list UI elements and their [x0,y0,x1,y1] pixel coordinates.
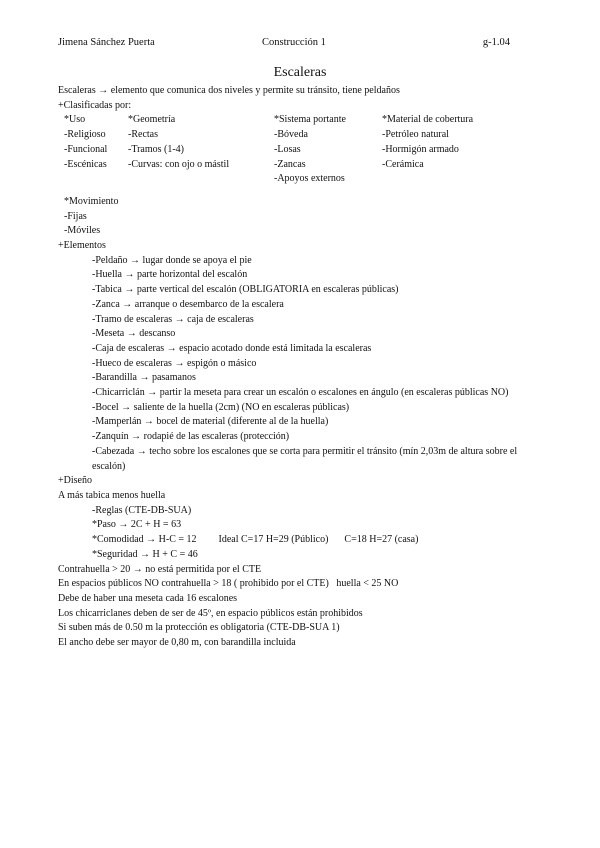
classification-cell: -Tramos (1-4) [128,143,185,155]
element-item: -Mamperlán → bocel de material (diferente al de la huella) [92,416,329,428]
classification-cell [64,172,128,187]
document-code: g-1.04 [482,37,510,48]
rule-comodidad-row [92,533,538,548]
category-material: *Material de cobertura [382,114,474,126]
design-rules [58,504,538,563]
classification-cell [128,172,274,187]
classification-row [64,143,502,158]
rule-comodidad: *Comodidad → H-C = 12 [92,534,197,546]
intro-text: Escaleras → elemento que comunica dos niveles y permite su tránsito, tiene peldaños [58,85,400,96]
element-item: -Tramo de escaleras → caja de escaleras [92,313,254,325]
classification-header-row [64,113,502,128]
rule-paso: *Paso → 2C + H = 63 [92,519,182,531]
element-item: -Hueco de escaleras → espigón o másico [92,357,257,369]
ideal-public: Ideal C=17 H=29 (Público) [218,534,329,546]
classification-cell: -Bóveda [274,129,308,141]
category-uso: *Uso [64,114,86,126]
classification-cell: -Cerámica [382,158,424,170]
classification-cell: -Apoyos externos [274,173,345,185]
document-body [58,84,538,651]
classified-heading: +Clasificadas por: [58,99,132,111]
author-name: Jimena Sánchez Puerta [58,37,155,48]
note-item: El ancho debe ser mayor de 0,80 m, con barandilla incluida [58,637,296,649]
movement-item: -Móviles [64,225,101,237]
element-item: -Zanca → arranque o desembarco de la escalera [92,298,284,310]
note-huella: huella < 25 NO [336,578,399,590]
classification-cell: -Funcional [64,143,108,155]
classification-cell: -Escénicas [64,158,107,170]
element-item: -Zanquín → rodapié de las escaleras (protección) [92,431,290,443]
category-geometria: *Geometría [128,114,176,126]
page-title: Escaleras [273,65,327,80]
element-item: -Barandilla → pasamanos [92,372,196,384]
element-item: -Meseta → descanso [92,328,176,340]
rule-seguridad: *Seguridad → H + C = 46 [92,548,198,560]
ideal-home: C=18 H=27 (casa) [344,534,419,546]
classification-cell: -Rectas [128,129,158,141]
element-item: -Huella → parte horizontal del escalón [92,269,248,281]
movement-heading: *Movimiento [64,195,119,207]
element-item: -Bocel → saliente de la huella (2cm) (NO en escaleras públicas) [92,401,350,413]
classification-cell [382,172,502,187]
category-sistema-portante: *Sistema portante [274,114,346,126]
classification-row [64,172,502,187]
element-item: -Peldaño → lugar donde se apoya el pie [92,254,252,266]
element-item: -Tabica → parte vertical del escalón (OBLIGATORIA en escaleras públicas) [92,284,399,296]
movement-item: -Fijas [64,210,87,222]
elements-heading: +Elementos [58,240,106,252]
note-public-spaces: En espacios públicos NO contrahuella > 18 ( prohibido por el CTE) [58,578,329,590]
classification-cell: -Petróleo natural [382,129,449,141]
classification-row [64,158,502,173]
movement-section [64,195,538,239]
element-item: -Caja de escaleras → espacio acotado donde está limitada la escaleras [92,342,372,354]
classification-cell: -Hormigón armado [382,143,459,155]
course-name: Construcción 1 [262,37,326,48]
classification-cell: -Religioso [64,129,106,141]
classification-cell: -Losas [274,143,301,155]
page-header [58,37,510,51]
classification-table [64,113,502,187]
note-item: Los chicarriclanes deben de ser de 45º, en espacio públicos están prohibidos [58,607,363,619]
classification-cell: -Zancas [274,158,306,170]
note-public-spaces-row [58,577,538,592]
element-item: -Cabezada → techo sobre los escalones que se corta para permitir el tránsito (mín 2,03m de altura sobre el escalón) [92,445,518,472]
note-contrahuella: Contrahuella > 20 → no está permitida por el CTE [58,563,262,575]
design-heading: +Diseño [58,475,92,487]
note-item: Si suben más de 0.50 m la protección es obligatoria (CTE-DB-SUA 1) [58,622,340,634]
classification-row [64,128,502,143]
elements-list [58,254,538,475]
rules-title: -Reglas (CTE-DB-SUA) [92,504,192,516]
classification-cell: -Curvas: con ojo o mástil [128,158,230,170]
note-item: Debe de haber una meseta cada 16 escalones [58,592,238,604]
element-item: -Chicarriclán → partir la meseta para crear un escalón o escalones en ángulo (en escaleras públicas NO) [92,387,509,399]
design-subheading: A más tabica menos huella [58,489,166,501]
